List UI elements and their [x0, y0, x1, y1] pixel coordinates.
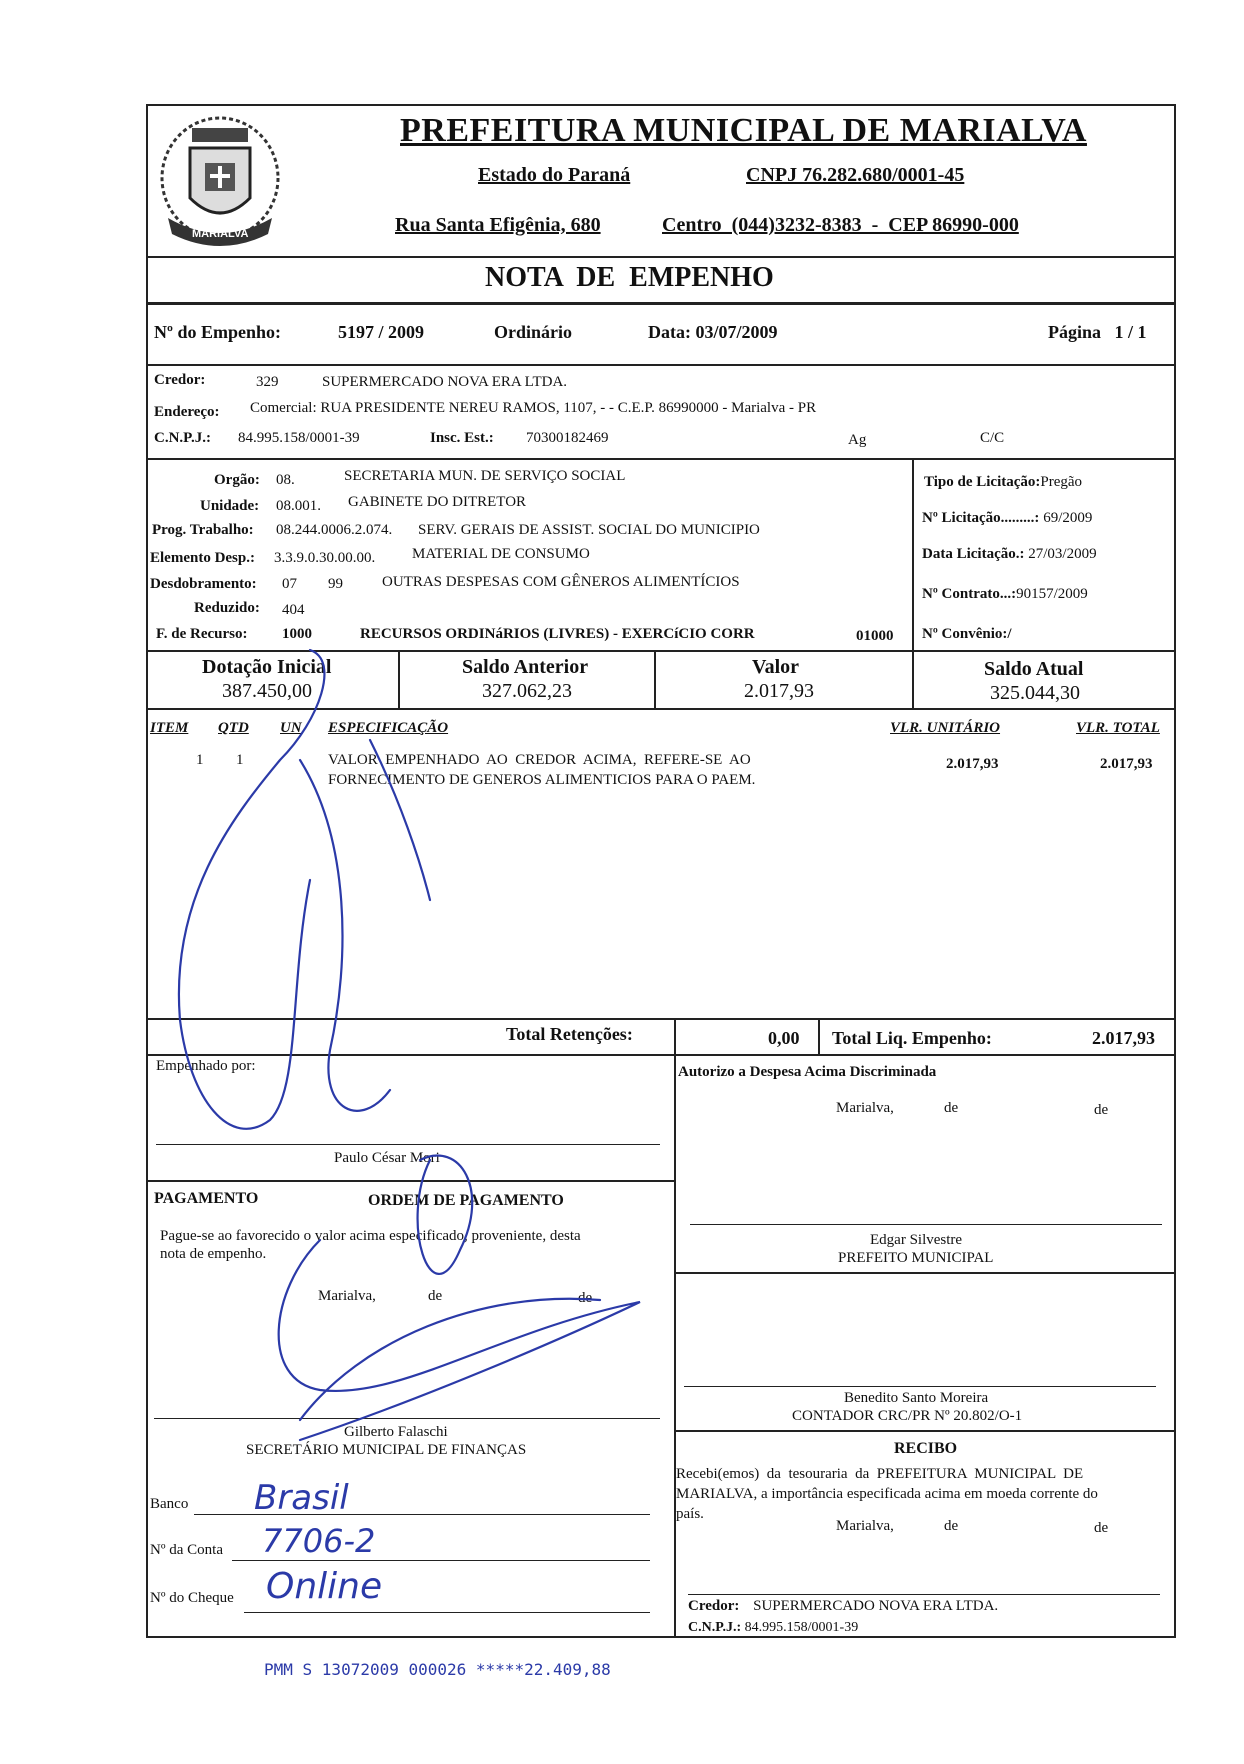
- secretario-name: Gilberto Falaschi: [344, 1424, 448, 1440]
- autorizo-place: Marialva,: [836, 1100, 894, 1116]
- credor-cnpj: 84.995.158/0001-39: [238, 430, 360, 446]
- prefeito-role: PREFEITO MUNICIPAL: [838, 1250, 994, 1266]
- empenho-type: Ordinário: [494, 322, 573, 342]
- recurso-name: RECURSOS ORDINáRIOS (LIVRES) - EXERCíCIO CORR: [360, 626, 755, 642]
- licitacao-type-label: Tipo de Licitação:: [924, 474, 1041, 490]
- saldo-anterior-value: 327.062,23: [482, 680, 572, 702]
- recibo-text-1: Recebi(emos) da tesouraria da PREFEITURA MUNICIPAL DE: [676, 1466, 1084, 1482]
- signature-stroke-2: [300, 760, 390, 1111]
- coat-of-arms-ribbon: MARIALVA: [192, 228, 249, 240]
- empenhado-label: Empenhado por:: [156, 1058, 256, 1074]
- recurso-label: F. de Recurso:: [156, 626, 248, 642]
- item-number: 1: [196, 752, 204, 768]
- recurso-code-2: 01000: [856, 628, 894, 644]
- page-number: Página 1 / 1: [1048, 322, 1147, 342]
- unidade-name: GABINETE DO DITRETOR: [348, 494, 527, 510]
- empenho-label: Nº do Empenho:: [154, 322, 281, 342]
- ordem-pagamento-label: ORDEM DE PAGAMENTO: [368, 1192, 564, 1209]
- header-cnpj: CNPJ 76.282.680/0001-45: [746, 164, 965, 186]
- retencoes-value: 0,00: [768, 1028, 800, 1048]
- elem-code: 3.3.9.0.30.00.00.: [274, 550, 376, 566]
- item-spec-line-2: FORNECIMENTO DE GENEROS ALIMENTICIOS PARA O PAEM.: [328, 772, 756, 788]
- empenho-date: Data: 03/07/2009: [648, 322, 778, 342]
- retencoes-label: Total Retenções:: [506, 1024, 633, 1044]
- signature-stroke-6: [300, 1299, 600, 1420]
- valor-value: 2.017,93: [744, 680, 814, 702]
- header-contact: Centro (044)3232-8383 - CEP 86990-000: [662, 214, 1019, 236]
- items-header-un: UN: [280, 720, 302, 736]
- prog-label: Prog. Trabalho:: [152, 522, 254, 538]
- signature-stroke-4: [418, 1156, 473, 1274]
- licitacao-number-value: 69/2009: [1043, 510, 1093, 526]
- recibo-text-2: MARIALVA, a importância especificada acima em moeda corrente do: [676, 1486, 1098, 1502]
- desd-code-2: 99: [328, 576, 343, 592]
- credor-insc: 70300182469: [526, 430, 609, 446]
- desd-label: Desdobramento:: [150, 576, 257, 592]
- recibo-place: Marialva,: [836, 1518, 894, 1534]
- conta-label: Nº da Conta: [150, 1542, 223, 1558]
- pagamento-text-1: Pague-se ao favorecido o valor acima especificado, proveniente, desta: [160, 1228, 581, 1244]
- items-header-item: ITEM: [150, 720, 189, 736]
- dotacao-label: Dotação Inicial: [202, 656, 332, 678]
- reduzido-label: Reduzido:: [194, 600, 260, 616]
- autorizo-de-2: de: [1094, 1102, 1109, 1118]
- conta-value: 7706-2: [262, 1522, 376, 1560]
- banco-label: Banco: [150, 1496, 189, 1512]
- banco-value: Brasil: [254, 1478, 349, 1518]
- recibo-cnpj-value: 84.995.158/0001-39: [744, 1620, 859, 1635]
- cheque-label: Nº do Cheque: [150, 1590, 234, 1606]
- recurso-code: 1000: [282, 626, 312, 642]
- credor-label: Credor:: [154, 372, 206, 388]
- recibo-credor-label: Credor:: [688, 1598, 740, 1614]
- address-label: Endereço:: [154, 404, 220, 420]
- liq-empenho-label: Total Liq. Empenho:: [832, 1028, 992, 1048]
- prog-code: 08.244.0006.2.074.: [276, 522, 393, 538]
- dotacao-value: 387.450,00: [222, 680, 312, 702]
- licitacao-number-label: Nº Licitação.........:: [922, 510, 1040, 526]
- state-name: Estado do Paraná: [478, 164, 631, 186]
- desd-code-1: 07: [282, 576, 297, 592]
- saldo-atual-label: Saldo Atual: [984, 658, 1084, 680]
- licitacao-date-label: Data Licitação.:: [922, 546, 1025, 562]
- insc-label: Insc. Est.:: [430, 430, 494, 446]
- elem-name: MATERIAL DE CONSUMO: [412, 546, 590, 562]
- recibo-de-1: de: [944, 1518, 959, 1534]
- saldo-atual-value: 325.044,30: [990, 682, 1080, 704]
- credor-name: SUPERMERCADO NOVA ERA LTDA.: [322, 374, 568, 390]
- recibo-de-2: de: [1094, 1520, 1109, 1536]
- saldo-anterior-label: Saldo Anterior: [462, 656, 589, 678]
- item-unit-value: 2.017,93: [946, 756, 999, 772]
- items-header-qtd: QTD: [218, 720, 249, 736]
- signature-stroke-1: [179, 650, 325, 1129]
- convenio-number: Nº Convênio:/: [922, 626, 1012, 642]
- pagamento-de-1: de: [428, 1288, 443, 1304]
- items-header-unit-value: VLR. UNITÁRIO: [890, 720, 1001, 736]
- recibo-label: RECIBO: [894, 1440, 958, 1457]
- cc-label: C/C: [980, 430, 1005, 446]
- processing-stamp: PMM S 13072009 000026 *****22.409,88: [264, 1660, 611, 1679]
- contrato-number-value: 90157/2009: [1016, 586, 1088, 602]
- credor-code: 329: [256, 374, 279, 390]
- autorizo-de-1: de: [944, 1100, 959, 1116]
- document-title: NOTA DE EMPENHO: [485, 262, 774, 293]
- item-qty: 1: [236, 752, 244, 768]
- header-address: Rua Santa Efigênia, 680: [395, 214, 601, 236]
- recibo-text-3: país.: [676, 1506, 704, 1522]
- recibo-credor-name: SUPERMERCADO NOVA ERA LTDA.: [753, 1598, 999, 1614]
- elem-label: Elemento Desp.:: [150, 550, 255, 566]
- autorizo-label: Autorizo a Despesa Acima Discriminada: [678, 1064, 937, 1080]
- prefeito-name: Edgar Silvestre: [870, 1232, 963, 1248]
- signature-stroke-5: [279, 1240, 640, 1440]
- orgao-label: Orgão:: [214, 472, 260, 488]
- cheque-value: Online: [266, 1566, 383, 1607]
- valor-label: Valor: [752, 656, 800, 678]
- pagamento-de-2: de: [578, 1290, 593, 1306]
- pagamento-label: PAGAMENTO: [154, 1190, 259, 1207]
- signature-stroke-3: [370, 740, 430, 900]
- item-spec-line-1: VALOR EMPENHADO AO CREDOR ACIMA, REFERE-SE AO: [328, 752, 751, 768]
- secretario-role: SECRETÁRIO MUNICIPAL DE FINANÇAS: [246, 1442, 527, 1458]
- items-header-spec: ESPECIFICAÇÃO: [328, 720, 449, 736]
- ag-label: Ag: [848, 432, 867, 448]
- prog-name: SERV. GERAIS DE ASSIST. SOCIAL DO MUNICIPIO: [418, 522, 760, 538]
- page-title: PREFEITURA MUNICIPAL DE MARIALVA: [400, 112, 1087, 149]
- contador-role: CONTADOR CRC/PR Nº 20.802/O-1: [792, 1408, 1023, 1424]
- items-header-total-value: VLR. TOTAL: [1076, 720, 1160, 736]
- contador-name: Benedito Santo Moreira: [844, 1390, 989, 1406]
- recibo-cnpj-label: C.N.P.J.:: [688, 1620, 742, 1635]
- pagamento-place: Marialva,: [318, 1288, 376, 1304]
- reduzido-value: 404: [282, 602, 305, 618]
- unidade-code: 08.001.: [276, 498, 321, 514]
- orgao-name: SECRETARIA MUN. DE SERVIÇO SOCIAL: [344, 468, 626, 484]
- desd-name: OUTRAS DESPESAS COM GÊNEROS ALIMENTÍCIOS: [382, 574, 740, 590]
- orgao-code: 08.: [276, 472, 295, 488]
- unidade-label: Unidade:: [200, 498, 260, 514]
- liq-empenho-value: 2.017,93: [1092, 1028, 1155, 1048]
- licitacao-type-value: Pregão: [1040, 474, 1083, 490]
- pagamento-text-2: nota de empenho.: [160, 1246, 267, 1262]
- licitacao-date-value: 27/03/2009: [1028, 546, 1097, 562]
- credor-address: Comercial: RUA PRESIDENTE NEREU RAMOS, 1107, - - C.E.P. 86990000 - Marialva - PR: [250, 400, 817, 416]
- contrato-number-label: Nº Contrato...:: [922, 586, 1017, 602]
- empenhado-signer: Paulo César Mori: [334, 1150, 440, 1166]
- empenho-number: 5197 / 2009: [338, 322, 425, 342]
- item-total-value: 2.017,93: [1100, 756, 1153, 772]
- cnpj-label: C.N.P.J.:: [154, 430, 211, 446]
